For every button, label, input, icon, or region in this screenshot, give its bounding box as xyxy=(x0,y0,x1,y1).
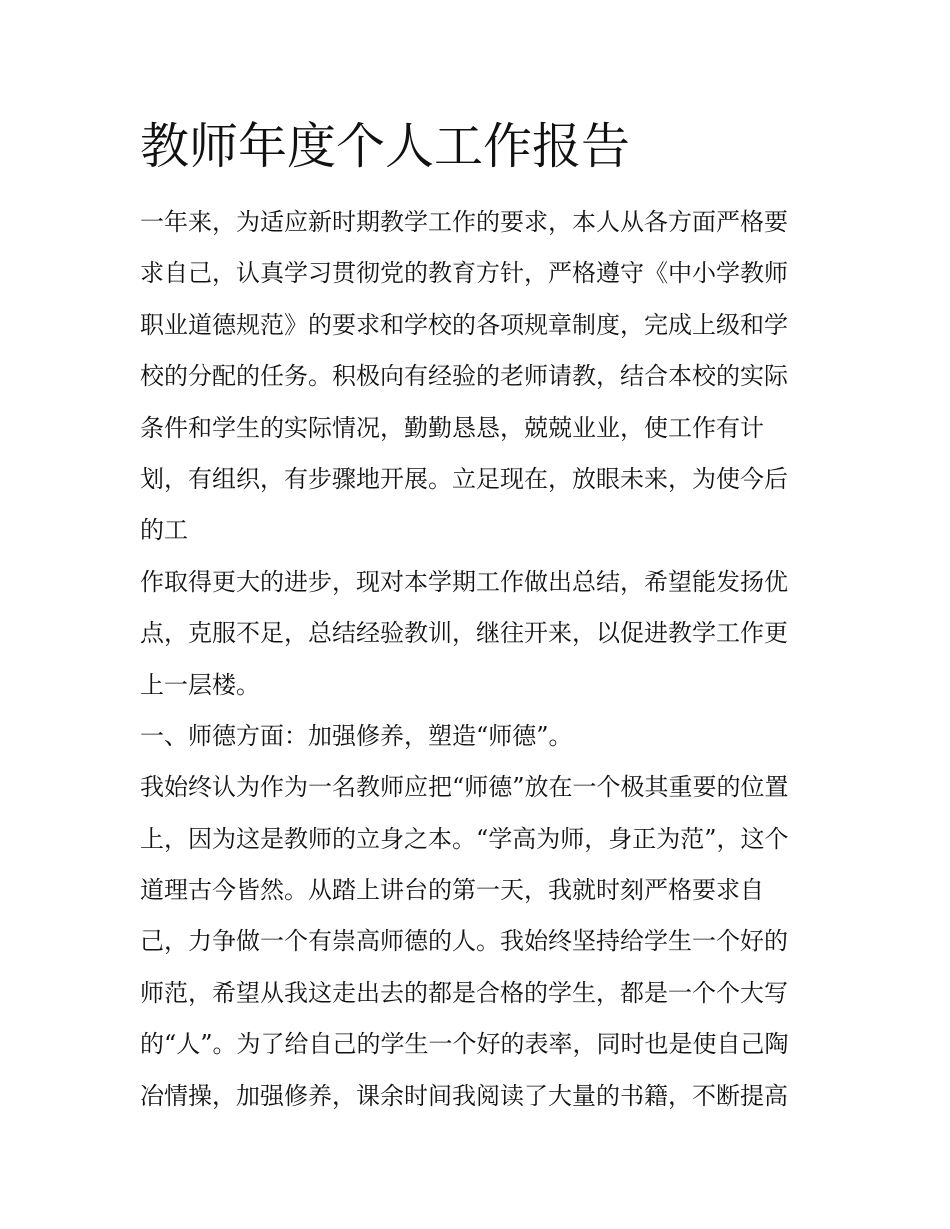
text-line: 道理古今皆然。从踏上讲台的第一天，我就时刻严格要求自 xyxy=(140,876,764,905)
text-line: 职业道德规范》的要求和学校的各项规章制度，完成上级和学 xyxy=(140,310,788,339)
text-line: 的工 xyxy=(140,516,188,545)
text-line: 上一层楼。 xyxy=(140,670,260,699)
section-heading: 一、师德方面：加强修养，塑造“师德”。 xyxy=(140,721,573,750)
text-line: 上，因为这是教师的立身之本。“学高为师，身正为范”，这个 xyxy=(140,824,789,853)
text-line: 己，力争做一个有崇高师德的人。我始终坚持给学生一个好的 xyxy=(140,927,788,956)
text-line: 师范，希望从我这走出去的都是合格的学生，都是一个个大写 xyxy=(140,978,788,1007)
text-line: 作取得更大的进步，现对本学期工作做出总结，希望能发扬优 xyxy=(140,567,788,596)
text-line: 冶情操，加强修养，课余时间我阅读了大量的书籍，不断提高 xyxy=(140,1081,788,1110)
text-line: 划，有组织，有步骤地开展。立足现在，放眼未来，为使今后 xyxy=(140,464,788,493)
text-line: 的“人”。为了给自己的学生一个好的表率，同时也是使自己陶 xyxy=(140,1030,789,1059)
text-line: 我始终认为作为一名教师应把“师德”放在一个极其重要的位置 xyxy=(140,773,789,802)
text-line: 求自己，认真学习贯彻党的教育方针，严格遵守《中小学教师 xyxy=(140,259,788,288)
text-line: 一年来，为适应新时期教学工作的要求，本人从各方面严格要 xyxy=(140,208,788,236)
text-line: 点，克服不足，总结经验教训，继往开来，以促进教学工作更 xyxy=(140,619,788,648)
text-line: 校的分配的任务。积极向有经验的老师请教，结合本校的实际 xyxy=(140,362,788,391)
document-title: 教师年度个人工作报告 xyxy=(140,118,631,175)
text-line: 条件和学生的实际情况，勤勤恳恳，兢兢业业，使工作有计 xyxy=(140,413,764,442)
document-body xyxy=(140,197,830,1122)
